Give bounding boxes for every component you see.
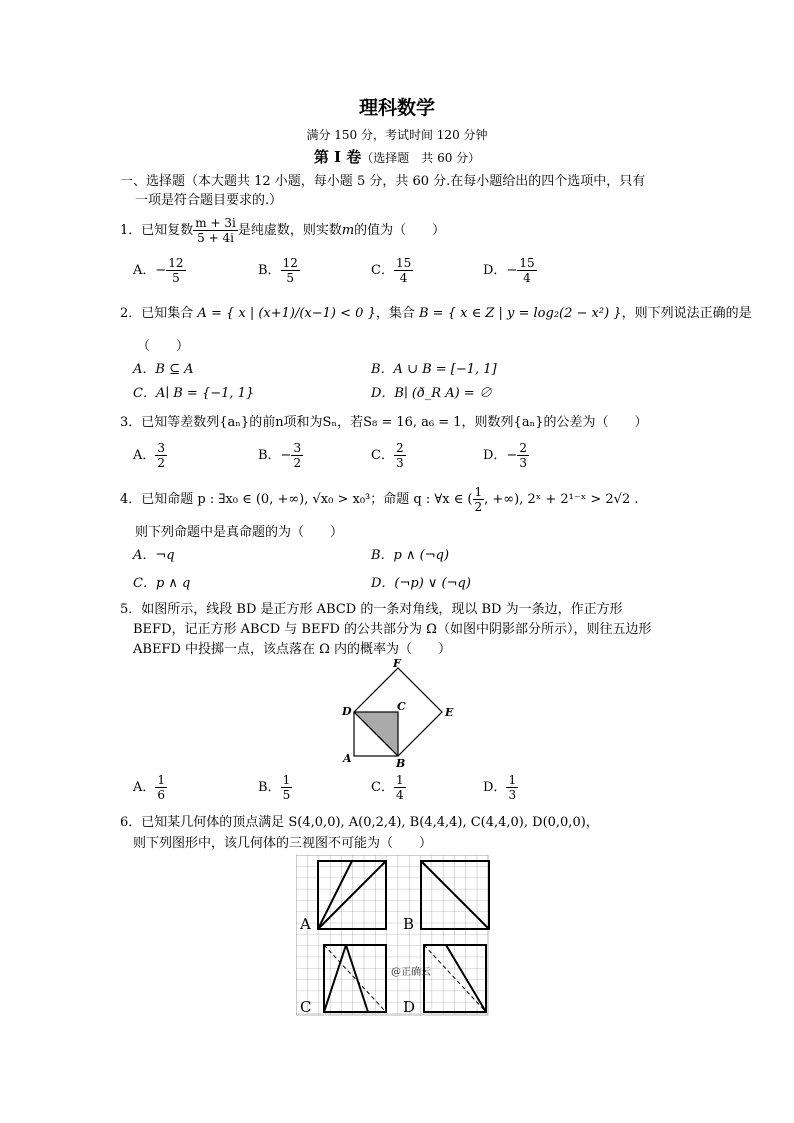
view-label-a: A xyxy=(300,915,311,933)
q4-option-c: C．p ∧ q xyxy=(133,576,191,591)
q4-option-b: B．p ∧ (¬q) xyxy=(371,548,450,563)
q1-option-d: D．− $\frac{15}{4}$ xyxy=(483,256,535,285)
q2-set-a: A = { x | (x+1)/(x−1) < 0 } xyxy=(197,306,376,321)
label-a: A xyxy=(343,752,352,765)
section-instructions-line1: 一、选择题（本大题共 12 小题，每小题 5 分，共 60 分.在每小题给出的四个选项中，只有 xyxy=(120,174,646,189)
q3-stem: 3．已知等差数列{aₙ}的前n项和为Sₙ，若S₈ = 16, a₆ = 1，则数列{aₙ}的公差为（ ） xyxy=(120,415,648,430)
q4-stem: 4．已知命题 p : ∃x₀ ∈ (0, +∞), √x₀ > x₀³；命题 q : ∀x ∈ ( $\frac{1}{2}$ , +∞), 2ˣ + 2¹⁻ˣ > 2√2 . xyxy=(120,485,639,514)
q6-line1: 6．已知某几何体的顶点满足 S(4,0,0), A(0,2,4), B(4,4,4), C(4,4,0), D(0,0,0)， xyxy=(120,815,599,830)
q1-option-a: A．− $\frac{12}{5}$ xyxy=(133,256,184,285)
view-label-c: C xyxy=(300,998,312,1016)
q2-stem: 2．已知集合 A = { x | (x+1)/(x−1) < 0 }，集合 B = { x ∈ Z | y = log₂(2 − x²) }，则下列说法正确的是 xyxy=(120,306,752,321)
q4-option-d: D．(¬p) ∨ (¬q) xyxy=(371,576,471,591)
q5-line3: ABEFD 中投掷一点，该点落在 Ω 内的概率为（ ） xyxy=(133,642,452,657)
q6-figure-grid xyxy=(296,855,496,1020)
q3-option-c: C． $\frac{2}{3}$ xyxy=(371,441,404,470)
q1-option-b: B． $\frac{12}{5}$ xyxy=(258,256,298,285)
page-title: 理科数学 xyxy=(358,97,435,119)
q5-option-a: A． $\frac{1}{6}$ xyxy=(133,773,166,802)
q2-option-a: A．B ⊆ A xyxy=(133,362,194,377)
q1-option-c: C． $\frac{15}{4}$ xyxy=(371,256,412,285)
q3-option-a: A． $\frac{3}{2}$ xyxy=(133,441,166,470)
q2-paren: （ ） xyxy=(137,339,190,354)
watermark: @正确云 xyxy=(391,967,431,978)
view-label-d: D xyxy=(403,998,416,1016)
q6-line2: 则下列图形中，该几何体的三视图不可能为（ ） xyxy=(133,836,433,851)
q3-option-d: D．− $\frac{2}{3}$ xyxy=(483,441,527,470)
q2-option-b: B．A ∪ B = [−1, 1] xyxy=(371,362,497,377)
q3-option-b: B．− $\frac{3}{2}$ xyxy=(258,441,302,470)
q5-option-c: C． $\frac{1}{4}$ xyxy=(371,773,404,802)
label-e: E xyxy=(445,706,454,719)
label-f: F xyxy=(393,657,401,670)
q5-option-d: D． $\frac{1}{3}$ xyxy=(483,773,517,802)
q4-line2: 则下列命题中是真命题的为（ ） xyxy=(135,525,344,540)
q5-option-b: B． $\frac{1}{5}$ xyxy=(258,773,291,802)
view-label-b: B xyxy=(403,915,415,933)
q2-set-b: B = { x ∈ Z | y = log₂(2 − x²) } xyxy=(419,306,622,321)
exam-info: 满分 150 分，考试时间 120 分钟 xyxy=(306,128,488,142)
q5-line2: BEFD，记正方形 ABCD 与 BEFD 的公共部分为 Ω（如图中阴影部分所示），则往五边形 xyxy=(133,622,652,637)
q1-fraction: $\frac{m + 3i}{5 + 4i}$ xyxy=(195,216,236,245)
q5-figure xyxy=(330,655,465,770)
q5-line1: 5．如图所示，线段 BD 是正方形 ABCD 的一条对角线，现以 BD 为一条边，作正方形 xyxy=(120,602,623,617)
section-instructions-line2: 一项是符合题目要求的.） xyxy=(135,193,283,208)
q4-option-a: A．¬q xyxy=(133,548,175,563)
label-d: D xyxy=(342,705,352,718)
label-b: B xyxy=(396,757,406,770)
q2-option-c: C．A∣ B = {−1, 1} xyxy=(133,386,255,401)
q1-stem: 1．已知复数 $\frac{m + 3i}{5 + 4i}$ 是纯虚数，则实数m的值为（ ） xyxy=(120,216,446,245)
label-c: C xyxy=(397,700,406,713)
q2-option-d: D．B∣ (ð_R A) = ∅ xyxy=(371,386,492,401)
part-main: 第 I 卷 xyxy=(313,148,362,166)
part-heading xyxy=(0,149,794,166)
part-note: （选择题 共 60 分） xyxy=(361,151,481,165)
